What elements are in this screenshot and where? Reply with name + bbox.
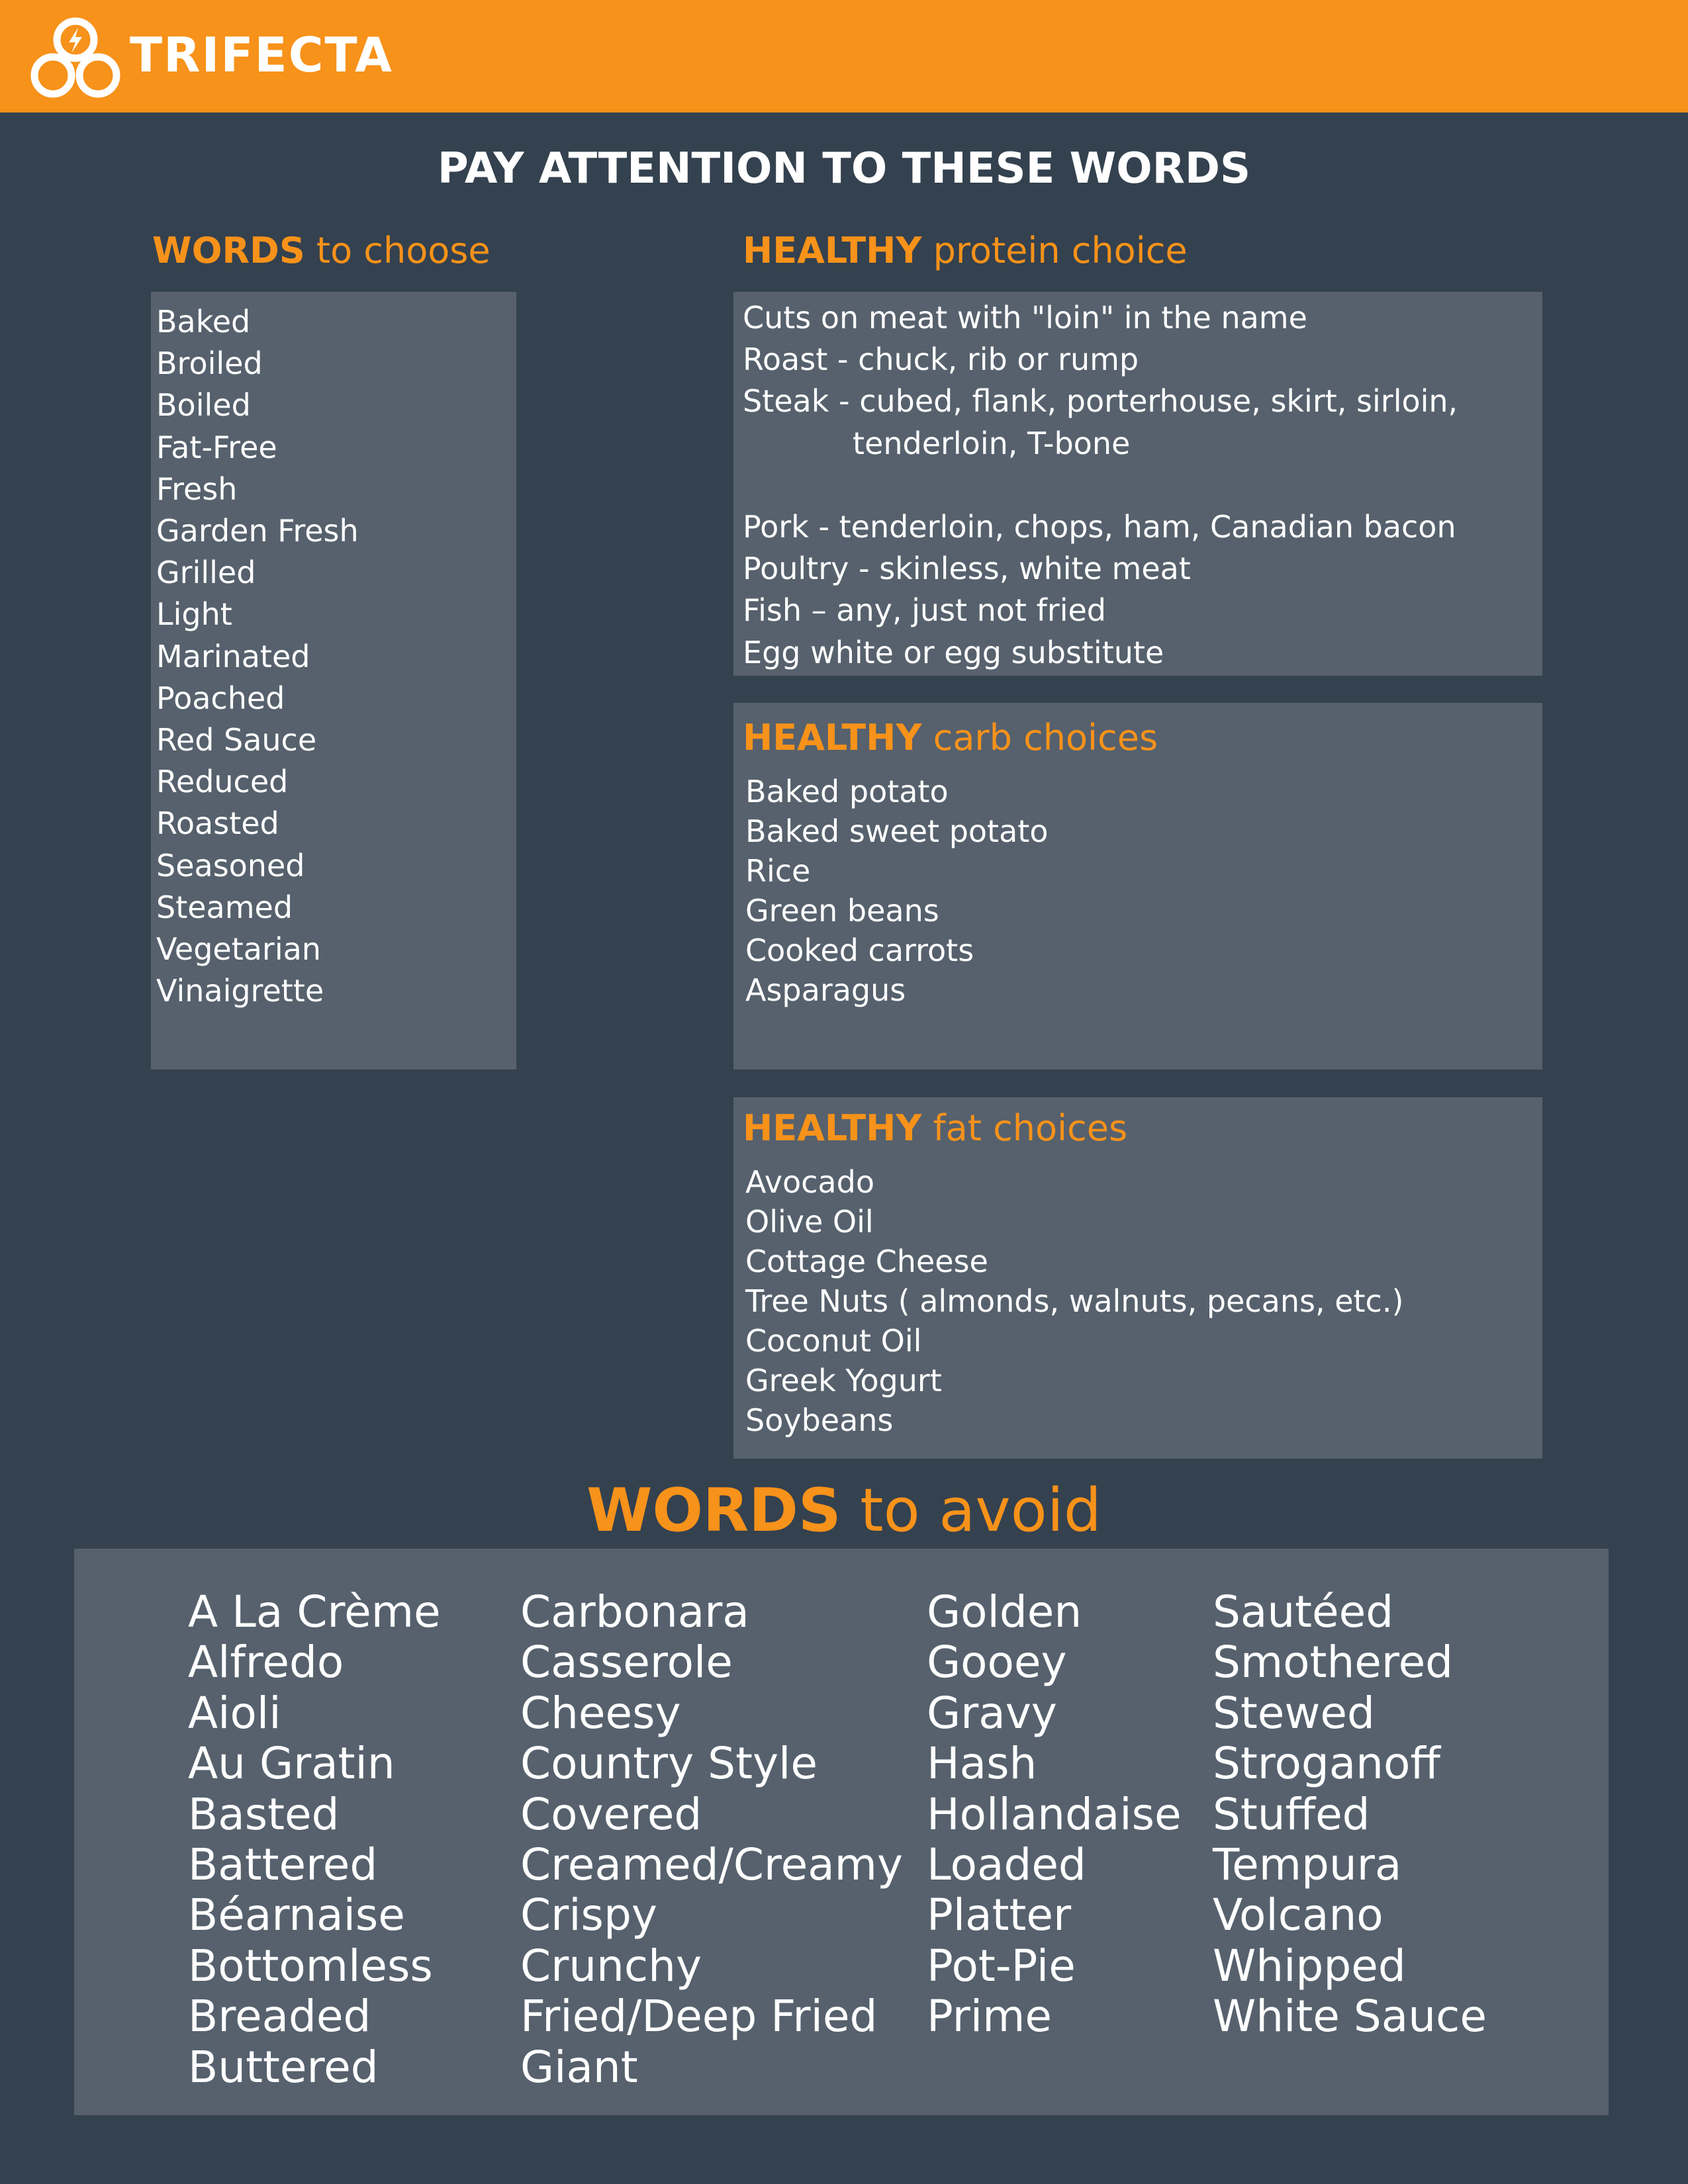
list-item: Cheesy [520,1687,681,1739]
list-item: Basted [188,1788,340,1840]
list-item: Hollandaise [927,1788,1182,1840]
list-item: Pork - tenderloin, chops, ham, Canadian bacon [743,509,1456,545]
protein-heading [743,228,1188,274]
list-item: Grilled [156,555,256,591]
list-item: tenderloin, T-bone [853,425,1131,461]
list-item: Aioli [188,1687,281,1739]
list-item: Tempura [1213,1839,1402,1891]
carb-heading-strong: HEALTHY [743,717,922,758]
list-item: Reduced [156,764,289,800]
avoid-column-3 [927,1587,1182,2042]
list-item: Whipped [1213,1940,1406,1991]
choose-heading [152,228,491,274]
list-item: Breaded [188,1991,371,2042]
list-item: Red Sauce [156,722,317,758]
protein-heading-rest: protein choice [921,230,1188,271]
list-item: Marinated [156,638,310,674]
list-item: Casserole [520,1637,733,1688]
list-item: Fresh [156,471,238,507]
list-item: Roasted [156,805,279,842]
avoid-column-4 [1213,1587,1487,2042]
list-item: Baked sweet potato [745,813,1049,849]
protein-heading-strong: HEALTHY [743,230,922,271]
fat-panel [733,1097,1542,1459]
list-item: Platter [927,1889,1072,1941]
list-item: Roast - chuck, rib or rump [743,341,1139,378]
list-item: Volcano [1213,1889,1383,1941]
list-item: Sautéed [1213,1586,1394,1637]
carb-heading-rest: carb choices [921,717,1158,758]
list-item: Steak - cubed, flank, porterhouse, skirt, sirloin, [743,383,1458,420]
list-item: Smothered [1213,1637,1454,1688]
avoid-heading [0,1475,1688,1547]
avoid-heading-rest: to avoid [841,1476,1102,1545]
list-item: Seasoned [156,847,305,884]
list-spacer [743,465,1458,506]
avoid-heading-strong: WORDS [586,1476,841,1545]
list-item: Baked potato [745,774,949,809]
list-item: Buttered [188,2041,379,2093]
list-item: Poultry - skinless, white meat [743,551,1191,587]
carb-heading [743,715,1158,761]
list-item: Loaded [927,1839,1086,1891]
carb-panel [733,703,1542,1069]
list-item: Crunchy [520,1940,702,1991]
list-item: Stewed [1213,1687,1375,1739]
avoid-column-2 [520,1587,903,2093]
list-item: Rice [745,853,811,889]
list-item: Green beans [745,893,939,929]
list-item: Alfredo [188,1637,344,1688]
list-item: Gravy [927,1687,1057,1739]
list-item: Prime [927,1991,1053,2042]
choose-heading-rest: to choose [305,230,491,271]
protein-panel [733,292,1542,676]
list-item: Creamed/Creamy [520,1839,904,1891]
list-item: Vinaigrette [156,973,324,1009]
choose-panel [151,292,516,1069]
list-item: Country Style [520,1738,818,1790]
protein-list [743,297,1458,674]
list-item: Carbonara [520,1586,749,1637]
list-item: Vegetarian [156,931,321,968]
list-item: Asparagus [745,972,906,1008]
carb-list [745,772,1048,1010]
fat-heading-rest: fat choices [921,1107,1128,1149]
list-item: Bottomless [188,1940,433,1991]
page-title: PAY ATTENTION TO THESE WORDS [437,144,1251,193]
avoid-column-1 [188,1587,441,2093]
list-item: Greek Yogurt [745,1363,942,1398]
list-item: Stroganoff [1213,1738,1440,1790]
list-item: Cottage Cheese [745,1244,988,1279]
list-item: Covered [520,1788,702,1840]
list-item: Tree Nuts ( almonds, walnuts, pecans, etc.) [745,1283,1404,1319]
list-item: Broiled [156,345,263,382]
list-item: Hash [927,1738,1037,1790]
list-item: A La Crème [188,1586,441,1637]
list-item: Béarnaise [188,1889,405,1941]
list-item: White Sauce [1213,1991,1487,2042]
list-item: Cooked carrots [745,933,974,968]
list-item: Crispy [520,1889,657,1941]
list-item: Au Gratin [188,1738,395,1790]
list-item: Gooey [927,1637,1067,1688]
list-item: Steamed [156,889,293,925]
fat-heading-strong: HEALTHY [743,1107,922,1149]
list-item: Stuffed [1213,1788,1370,1840]
choose-heading-strong: WORDS [152,230,305,271]
list-item: Golden [927,1586,1082,1637]
list-item: Olive Oil [745,1204,874,1240]
brand-name: TRIFECTA [130,27,393,83]
brand-header [0,0,1688,113]
list-item: Garden Fresh [156,513,359,549]
list-item: Fat-Free [156,429,277,465]
list-item: Poached [156,680,285,716]
list-item: Fish – any, just not fried [743,592,1106,629]
list-item: Giant [520,2041,638,2093]
list-item: Pot-Pie [927,1940,1076,1991]
three-rings-lightning-icon [29,15,122,99]
list-item: Fried/Deep Fried [520,1991,878,2042]
list-item: Coconut Oil [745,1323,922,1359]
list-item: Avocado [745,1164,874,1200]
list-item: Battered [188,1839,378,1891]
choose-list [156,301,359,1012]
list-item: Boiled [156,387,251,424]
list-item: Egg white or egg substitute [743,634,1164,670]
list-item: Baked [156,304,251,340]
list-item: Light [156,596,232,633]
list-item: Soybeans [745,1402,894,1438]
list-item: Cuts on meat with "loin" in the name [743,300,1307,336]
fat-list [745,1162,1403,1440]
fat-heading [743,1105,1127,1152]
